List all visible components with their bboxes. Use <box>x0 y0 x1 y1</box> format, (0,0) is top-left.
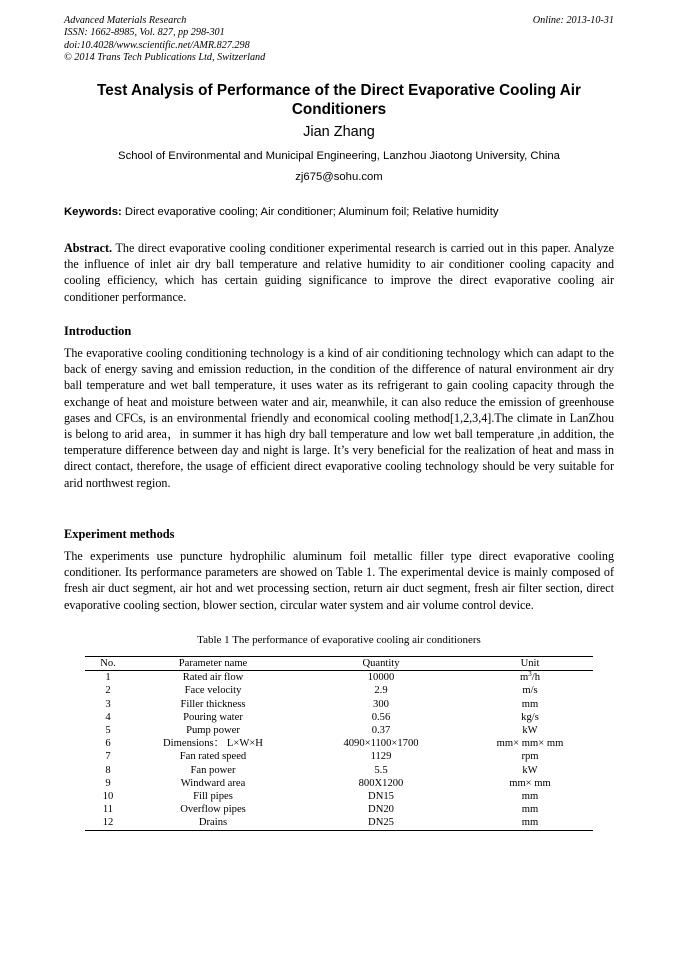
cell-parameter: Pump power <box>186 725 240 737</box>
cell-parameter: Overflow pipes <box>180 804 246 816</box>
table-row <box>85 698 593 711</box>
cell-quantity: 0.56 <box>371 711 391 723</box>
cell-quantity: 0.37 <box>371 725 391 737</box>
table-row <box>85 803 593 816</box>
cell-quantity: 300 <box>373 698 389 710</box>
table-row <box>85 671 593 685</box>
cell-unit: mm× mm× mm <box>496 738 564 750</box>
cell-no: 4 <box>105 711 111 723</box>
cell-parameter: Drains <box>198 817 228 829</box>
cell-no: 10 <box>102 791 114 803</box>
copyright-line: © 2014 Trans Tech Publications Ltd, Switzerland <box>64 52 266 64</box>
cell-quantity: DN15 <box>368 791 394 803</box>
methods-heading: Experiment methods <box>64 527 175 541</box>
online-date: Online: 2013-10-31 <box>532 15 614 26</box>
author-name: Jian Zhang <box>303 124 375 140</box>
cell-unit: mm <box>521 791 539 803</box>
header-parameter: Parameter name <box>178 658 248 669</box>
cell-no: 11 <box>102 804 114 816</box>
table-row <box>85 777 593 790</box>
cell-parameter: Fan rated speed <box>179 751 247 763</box>
cell-unit: rpm <box>521 751 539 763</box>
paper-title: Test Analysis of Performance of the Direct Evaporative Cooling Air Conditioners <box>97 82 581 118</box>
cell-no: 8 <box>105 764 111 776</box>
cell-unit: mm× mm <box>509 777 551 789</box>
performance-table <box>85 656 593 831</box>
table-row <box>85 750 593 763</box>
cell-unit: m/s <box>522 685 538 697</box>
doi-link[interactable]: doi:10.4028/www.scientific.net/AMR.827.298 <box>64 39 250 51</box>
author-email[interactable]: zj675@sohu.com <box>295 171 383 183</box>
abstract-label: Abstract. <box>64 241 113 255</box>
cell-quantity: DN20 <box>368 804 394 816</box>
header-quantity: Quantity <box>362 658 400 669</box>
introduction-text: The evaporative cooling conditioning technology is a kind of air conditioning technology which can adapt to the back of energy saving and emission reduction, in the condition of the difference of natural environment air dry ball temperature and wet ball temperature, it uses water as its refrigerant to gain cooling capacity through the exchange of heat and moisture between water and air, meanwhile, it can also reduce the emission of greenhouse gases and CFCs, is an environmental friendly and economical cooling method[1,2,3,4].The climate in LanZhou is belong to arid area，in summer it has high dry ball temperature and low wet ball temperature ,in addition, the temperature difference between day and night is large. It’s very beneficial for the realization of heat and mass in direct contact, therefore, the usage of efficient direct evaporative cooling technology should be very suitable for arid northwest region. <box>64 346 614 490</box>
introduction-heading: Introduction <box>64 324 132 338</box>
cell-no: 1 <box>105 672 111 684</box>
table-row <box>85 711 593 724</box>
journal-header <box>64 15 265 65</box>
cell-quantity: 5.5 <box>374 764 388 776</box>
table-row <box>85 816 593 830</box>
cell-quantity: 800X1200 <box>358 777 404 789</box>
cell-unit: kW <box>522 764 538 776</box>
table-row <box>85 724 593 737</box>
cell-no: 6 <box>105 738 111 750</box>
cell-parameter: Fill pipes <box>193 791 233 803</box>
cell-parameter: Pouring water <box>183 711 243 723</box>
cell-parameter: Rated air flow <box>182 672 244 684</box>
cell-quantity: 1129 <box>370 751 392 763</box>
cell-unit: kW <box>522 725 538 737</box>
cell-unit: $m^3/h$ <box>520 670 540 684</box>
cell-parameter: Windward area <box>180 777 246 789</box>
cell-no: 9 <box>105 777 111 789</box>
cell-quantity: 10000 <box>367 672 395 684</box>
table-row <box>85 790 593 803</box>
cell-parameter: Filler thickness <box>180 698 246 710</box>
header-no: No. <box>100 658 116 669</box>
cell-quantity: 2.9 <box>374 685 388 697</box>
cell-parameter: Dimensions： L×W×H <box>163 738 263 750</box>
cell-no: 3 <box>105 698 111 710</box>
table-row <box>85 737 593 750</box>
table-header-row <box>85 657 593 671</box>
table-row <box>85 684 593 697</box>
cell-no: 5 <box>105 725 111 737</box>
cell-quantity: DN25 <box>368 817 394 829</box>
table-row <box>85 764 593 777</box>
issn-line: ISSN: 1662-8985, Vol. 827, pp 298-301 <box>64 27 225 39</box>
cell-unit: mm <box>521 804 539 816</box>
abstract-text: The direct evaporative cooling conditioner experimental research is carried out in this paper. Analyze the influence of inlet air dry ball temperature and relative humidity to air conditioner cooling capacity and cooling efficiency, which has certain guiding significance to improve the direct evaporative cooling air conditioner performance. <box>64 241 614 304</box>
header-unit: Unit <box>520 658 540 669</box>
cell-no: 12 <box>102 817 114 829</box>
cell-unit: mm <box>521 698 539 710</box>
cell-parameter: Face velocity <box>184 685 242 697</box>
cell-quantity: 4090×1100×1700 <box>343 738 419 750</box>
journal-name: Advanced Materials Research <box>64 15 187 26</box>
keywords-label: Keywords: <box>64 206 122 218</box>
keywords-text: Direct evaporative cooling; Air conditioner; Aluminum foil; Relative humidity <box>121 206 499 218</box>
cell-no: 2 <box>105 685 111 697</box>
cell-unit: mm <box>521 817 539 829</box>
table-caption: Table 1 The performance of evaporative cooling air conditioners <box>197 634 481 646</box>
cell-no: 7 <box>105 751 111 763</box>
keywords <box>64 206 614 218</box>
affiliation: School of Environmental and Municipal Engineering, Lanzhou Jiaotong University, China <box>118 150 560 162</box>
abstract <box>64 240 614 305</box>
methods-text: The experiments use puncture hydrophilic aluminum foil metallic filler type direct evaporative cooling conditioner. Its performance parameters are showed on Table 1. The experimental device is mainly composed of fresh air duct segment, air hot and wet processing section, return air duct segment, fresh air filter section, direct evaporative cooling section, blower section, circular water system and air volume control device. <box>64 549 614 612</box>
cell-parameter: Fan power <box>190 764 236 776</box>
cell-unit: kg/s <box>521 711 539 723</box>
